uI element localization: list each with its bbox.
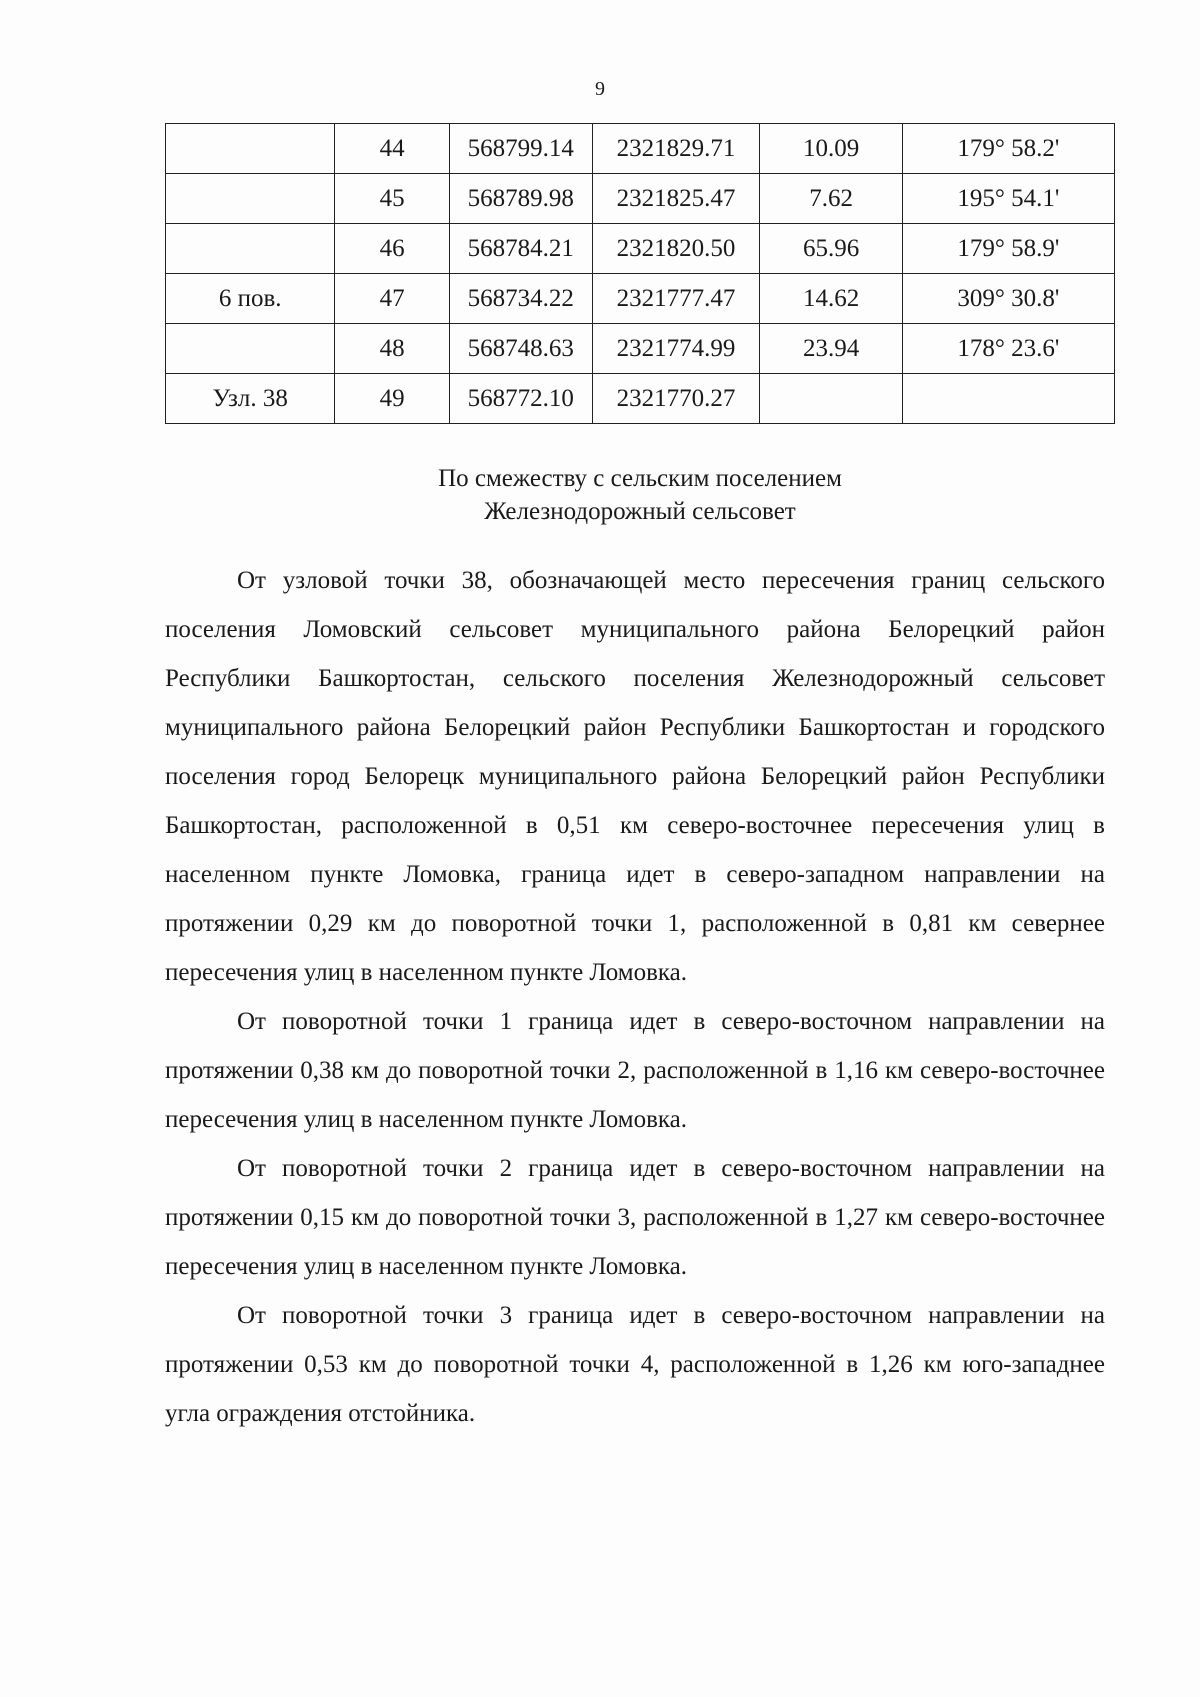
table-cell-length: 7.62 [760,174,903,224]
table-cell-label: Узл. 38 [166,374,335,424]
table-cell-point: 46 [335,224,450,274]
table-row [166,374,1115,424]
table-row [166,274,1115,324]
table-cell-x: 568784.21 [449,224,592,274]
table-cell-point: 45 [335,174,450,224]
table-cell-point: 47 [335,274,450,324]
table-cell-angle: 195° 54.1' [902,174,1114,224]
table-row [166,224,1115,274]
table-cell-point: 48 [335,324,450,374]
section-heading-line1: По смежеству с сельским поселением [438,465,842,492]
table-cell-x: 568789.98 [449,174,592,224]
table-cell-y: 2321829.71 [592,124,760,174]
table-cell-label [166,174,335,224]
table-cell-y: 2321777.47 [592,274,760,324]
table-cell-point: 44 [335,124,450,174]
table-cell-length: 10.09 [760,124,903,174]
table-cell-angle: 309° 30.8' [902,274,1114,324]
paragraph: От поворотной точки 1 граница идет в северо-восточном направлении на протяжении 0,38 км до поворотной точки 2, расположенной в 1,16 км северо-восточнее пересечения улиц в населенном пункте Ломовка. [165,1008,1105,1133]
table-cell-length: 23.94 [760,324,903,374]
table-cell-angle [902,374,1114,424]
table-row [166,124,1115,174]
table-row [166,324,1115,374]
table-cell-length: 14.62 [760,274,903,324]
paragraph: От узловой точки 38, обозначающей место пересечения границ сельского поселения Ломовский сельсовет муниципального района Белорецкий район Республики Башкортостан, сельского поселения Железнодорожный сельсовет муниципального района Белорецкий район Республики Башкортостан и городского поселения город Белорецк муниципального района Белорецкий район Республики Башкортостан, расположенной в 0,51 км северо-восточнее пересечения улиц в населенном пункте Ломовка, граница идет в северо-западном направлении на протяжении 0,29 км до поворотной точки 1, расположенной в 0,81 км севернее пересечения улиц в населенном пункте Ломовка. [165,567,1105,986]
table-row [166,174,1115,224]
section-heading [0,462,1200,528]
page-number: 9 [595,78,605,100]
coordinates-table [165,123,1115,424]
body-text [165,556,1105,1438]
table-cell-point: 49 [335,374,450,424]
table-cell-label [166,324,335,374]
table-cell-angle: 179° 58.2' [902,124,1114,174]
table-cell-label [166,224,335,274]
table-cell-x: 568734.22 [449,274,592,324]
table-cell-label [166,124,335,174]
section-heading-line2: Железнодорожный сельсовет [484,498,796,525]
table-cell-length: 65.96 [760,224,903,274]
paragraph: От поворотной точки 3 граница идет в северо-восточном направлении на протяжении 0,53 км до поворотной точки 4, расположенной в 1,26 км юго-западнее угла ограждения отстойника. [165,1302,1105,1427]
table-cell-y: 2321825.47 [592,174,760,224]
table-cell-x: 568772.10 [449,374,592,424]
table-cell-label: 6 пов. [166,274,335,324]
paragraph: От поворотной точки 2 граница идет в северо-восточном направлении на протяжении 0,15 км до поворотной точки 3, расположенной в 1,27 км северо-восточнее пересечения улиц в населенном пункте Ломовка. [165,1155,1105,1280]
table-cell-angle: 179° 58.9' [902,224,1114,274]
table-cell-x: 568748.63 [449,324,592,374]
table-cell-y: 2321774.99 [592,324,760,374]
table-cell-y: 2321770.27 [592,374,760,424]
table-cell-y: 2321820.50 [592,224,760,274]
table-cell-angle: 178° 23.6' [902,324,1114,374]
table-cell-length [760,374,903,424]
table-cell-x: 568799.14 [449,124,592,174]
